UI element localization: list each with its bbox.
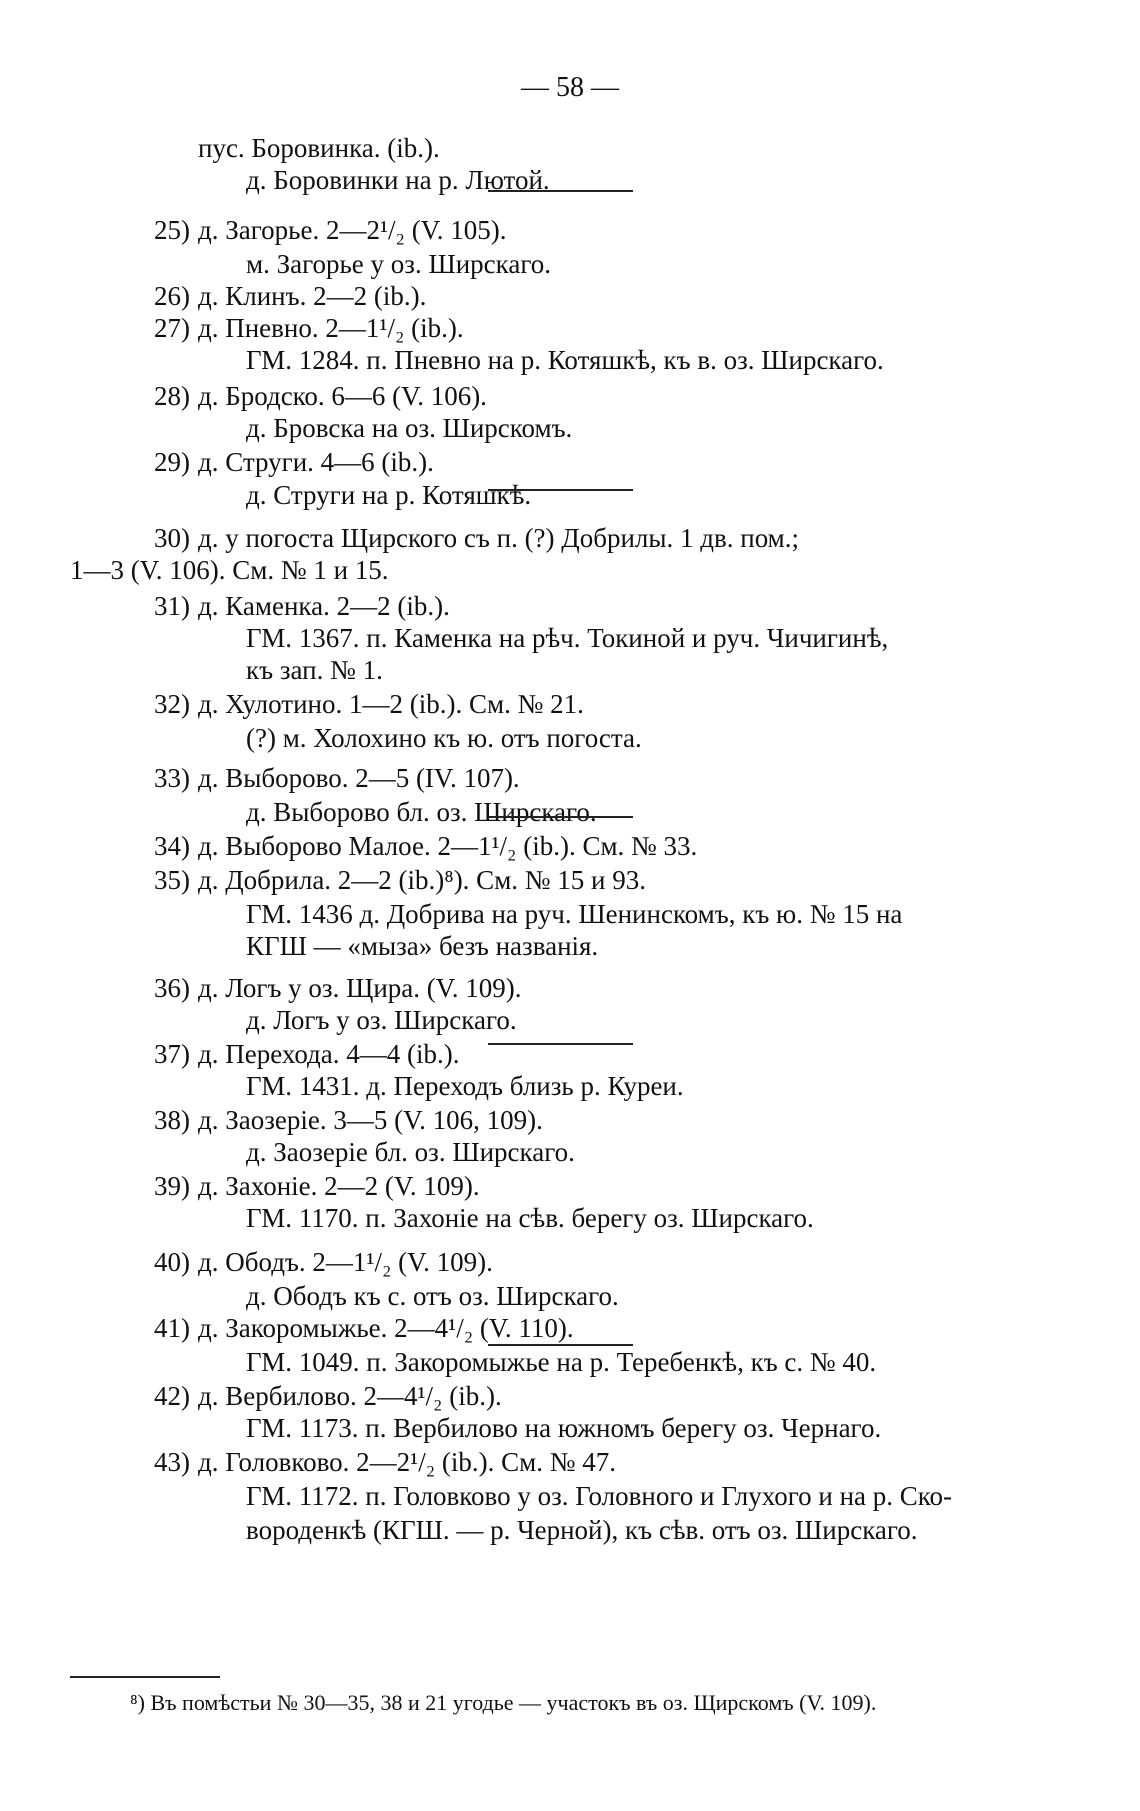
- line-text: д. Захоніе. 2—2 (V. 109).: [198, 1171, 480, 1201]
- entry-number: 27): [154, 313, 190, 343]
- entry-number: 32): [154, 689, 190, 719]
- line-text: д. Ободъ къ с. отъ оз. Ширскаго.: [246, 1281, 619, 1311]
- line-text: ГМ. 1170. п. Захоніе на сѣв. берегу оз. Ширскаго.: [246, 1203, 814, 1233]
- line-text: ГМ. 1431. д. Переходъ близь р. Куреи.: [246, 1071, 684, 1101]
- line-text: ГМ. 1172. п. Головково у оз. Головного и Глухого и на р. Ско-: [246, 1481, 952, 1511]
- entry-number: 38): [154, 1105, 190, 1135]
- entry-number: 40): [154, 1247, 190, 1277]
- line-text: д. Логъ у оз. Ширскаго.: [246, 1005, 517, 1035]
- line-text: 1—3 (V. 106). См. № 1 и 15.: [70, 555, 389, 585]
- line-text: д. Бродско. 6—6 (V. 106).: [198, 381, 487, 411]
- entry-number: 31): [154, 591, 190, 621]
- line-text: КГШ — «мыза» безъ названія.: [246, 931, 599, 961]
- entry-number: 25): [154, 215, 190, 245]
- section-separator: [488, 1344, 633, 1346]
- line-text: д. Бровска на оз. Ширскомъ.: [246, 413, 573, 443]
- line-text: д. Хулотино. 1—2 (ib.). См. № 21.: [198, 689, 584, 719]
- line-text: д. Закоромыжье. 2—4¹/₂ (V. 110).: [198, 1313, 574, 1343]
- entry-number: 28): [154, 381, 190, 411]
- section-separator: [488, 489, 633, 491]
- line-text: д. Заозеріе бл. оз. Ширскаго.: [246, 1137, 575, 1167]
- line-text: д. Струги. 4—6 (ib.).: [198, 447, 434, 477]
- page-number: — 58 —: [521, 72, 619, 103]
- line-text: д. Выборово Малое. 2—1¹/₂ (ib.). См. № 33.: [198, 831, 698, 861]
- entry-number: 29): [154, 447, 190, 477]
- line-text: ГМ. 1367. п. Каменка на рѣч. Токиной и руч. Чичигинѣ,: [246, 623, 889, 653]
- line-text: д. Клинъ. 2—2 (ib.).: [198, 281, 427, 311]
- line-text: ГМ. 1173. п. Вербилово на южномъ берегу оз. Чернаго.: [246, 1413, 882, 1443]
- entry-number: 36): [154, 973, 190, 1003]
- line-text: д. Заозеріе. 3—5 (V. 106, 109).: [198, 1105, 543, 1135]
- line-text: д. Выборово. 2—5 (IV. 107).: [198, 763, 520, 793]
- section-separator: [488, 190, 633, 192]
- line-text: вороденкѣ (КГШ. — р. Черной), къ сѣв. отъ оз. Ширскаго.: [246, 1515, 918, 1545]
- entry-number: 30): [154, 523, 190, 553]
- entry-number: 43): [154, 1447, 190, 1477]
- entry-number: 33): [154, 763, 190, 793]
- line-text: д. Боровинки на р. Лютой.: [246, 165, 550, 195]
- entry-number: 42): [154, 1381, 190, 1411]
- line-text: м. Загорье у оз. Ширскаго.: [246, 249, 551, 279]
- line-text: д. Перехода. 4—4 (ib.).: [198, 1039, 460, 1069]
- line-text: ГМ. 1049. п. Закоромыжье на р. Теребенкѣ, къ с. № 40.: [246, 1347, 877, 1377]
- line-text: д. Выборово бл. оз. Ширскаго.: [246, 797, 597, 827]
- entry-number: 37): [154, 1039, 190, 1069]
- footnote: ⁸) Въ помѣстьи № 30—35, 38 и 21 угодье — участокъ въ оз. Щирскомъ (V. 109).: [130, 1690, 877, 1715]
- line-text: д. Добрила. 2—2 (ib.)⁸). См. № 15 и 93.: [198, 865, 646, 895]
- line-text: д. Ободъ. 2—1¹/₂ (V. 109).: [198, 1247, 493, 1277]
- entry-number: 26): [154, 281, 190, 311]
- line-text: д. Логъ у оз. Щира. (V. 109).: [198, 973, 522, 1003]
- section-separator: [488, 1043, 633, 1045]
- entry-number: 41): [154, 1313, 190, 1343]
- section-separator: [488, 816, 633, 818]
- line-text: д. Струги на р. Котяшкѣ.: [246, 480, 532, 510]
- line-text: д. Каменка. 2—2 (ib.).: [198, 591, 450, 621]
- line-text: ГМ. 1284. п. Пневно на р. Котяшкѣ, къ в. оз. Ширскаго.: [246, 345, 884, 375]
- line-text: пус. Боровинка. (ib.).: [198, 133, 440, 163]
- line-text: д. Загорье. 2—2¹/₂ (V. 105).: [198, 215, 507, 245]
- line-text: (?) м. Холохино къ ю. отъ погоста.: [246, 723, 642, 753]
- line-text: д. Вербилово. 2—4¹/₂ (ib.).: [198, 1381, 502, 1411]
- line-text: д. Головково. 2—2¹/₂ (ib.). См. № 47.: [198, 1447, 616, 1477]
- entry-number: 35): [154, 865, 190, 895]
- line-text: ГМ. 1436 д. Добрива на руч. Шенинскомъ, къ ю. № 15 на: [246, 899, 903, 929]
- entry-number: 39): [154, 1171, 190, 1201]
- line-text: д. Пневно. 2—1¹/₂ (ib.).: [198, 313, 464, 343]
- line-text: д. у погоста Щирского съ п. (?) Добрилы. 1 дв. пом.;: [198, 523, 800, 553]
- entry-number: 34): [154, 831, 190, 861]
- footnote-rule: [70, 1676, 220, 1678]
- line-text: къ зап. № 1.: [246, 655, 383, 685]
